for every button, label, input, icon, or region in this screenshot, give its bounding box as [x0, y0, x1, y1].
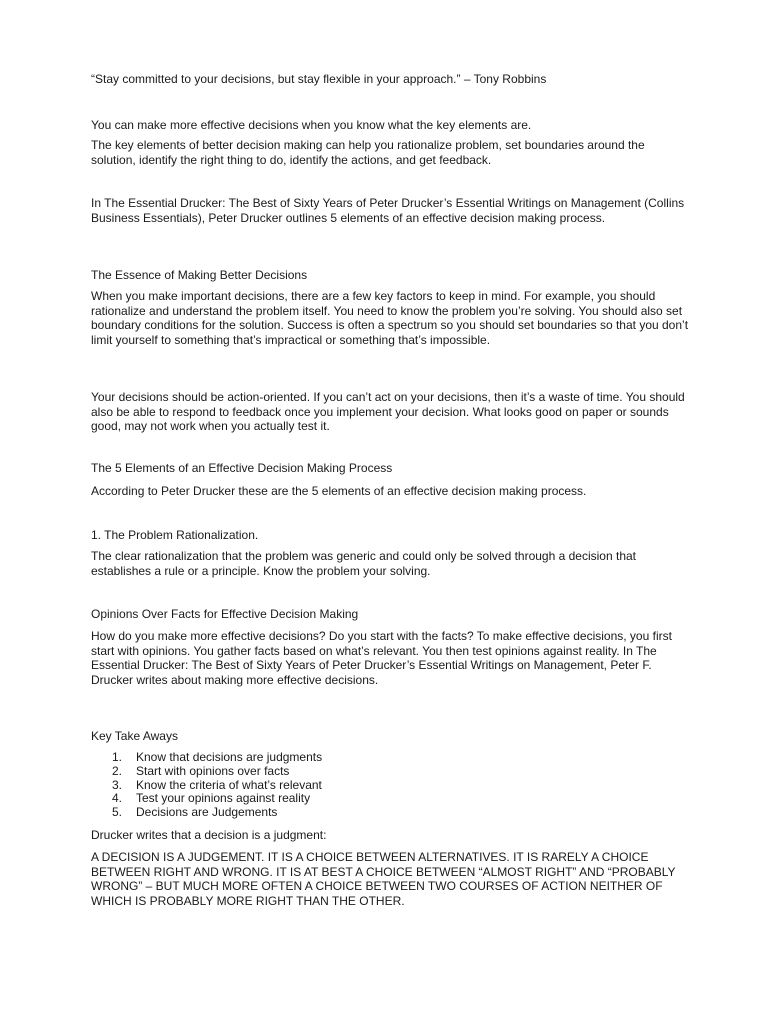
essence-paragraph-2: Your decisions should be action-oriented. If you can’t act on your decisions, then it’s a waste of time. You should also be able to respond to feedback once you implement your decision. What looks good on paper or sounds good, may not work when you actually test it. — [91, 390, 685, 433]
intro-paragraph: You can make more effective decisions when you know what the key elements are. — [91, 118, 532, 132]
list-item — [112, 806, 672, 820]
list-item — [112, 779, 672, 793]
list-item-text: Test your opinions against reality — [136, 791, 311, 806]
takeaways-list — [112, 751, 672, 820]
opinions-paragraph: How do you make more effective decisions? Do you start with the facts? To make effective decisions, you first start with opinions. You gather facts based on what’s relevant. You then test opinions against reality. In The Essential Drucker: The Best of Sixty Years of Peter Drucker’s Essential Writings on Management, Peter F. Drucker writes about making more effective decisions. — [91, 629, 672, 687]
list-item-number: 2. — [112, 763, 123, 778]
list-item-text: Start with opinions over facts — [136, 763, 290, 778]
opening-quote: “Stay committed to your decisions, but stay flexible in your approach.” – Tony Robbins — [91, 72, 547, 86]
drucker-intro-paragraph: In The Essential Drucker: The Best of Sixty Years of Peter Drucker’s Essential Writings on Management (Collins Business Essentials), Peter Drucker outlines 5 elements of an effective decision making process. — [91, 196, 685, 225]
list-item-number: 1. — [112, 750, 123, 764]
list-item-text: Decisions are Judgements — [136, 805, 278, 820]
five-elements-heading: The 5 Elements of an Effective Decision Making Process — [91, 461, 393, 475]
key-elements-paragraph: The key elements of better decision making can help you rationalize problem, set boundaries around the solution, identify the right thing to do, identify the actions, and get feedback. — [91, 138, 645, 167]
list-item-number: 4. — [112, 791, 123, 806]
list-item-number: 3. — [112, 777, 123, 792]
list-item-text: Know the criteria of what’s relevant — [136, 777, 322, 792]
list-item — [112, 751, 672, 765]
five-elements-intro: According to Peter Drucker these are the 5 elements of an effective decision making process. — [91, 484, 587, 498]
list-item-text: Know that decisions are judgments — [136, 750, 323, 764]
element-1-heading: 1. The Problem Rationalization. — [91, 528, 259, 542]
judgment-intro: Drucker writes that a decision is a judgment: — [91, 828, 327, 842]
list-item-number: 5. — [112, 805, 123, 820]
opinions-heading: Opinions Over Facts for Effective Decision Making — [91, 607, 359, 621]
judgment-quote: A DECISION IS A JUDGEMENT. IT IS A CHOICE BETWEEN ALTERNATIVES. IT IS RARELY A CHOICE BETWEEN RIGHT AND WRONG. IT IS AT BEST A CHOICE BETWEEN “ALMOST RIGHT” AND “PROBABLY WRONG” – BUT MUCH MORE OFTEN A CHOICE BETWEEN TWO COURSES OF ACTION NEITHER OF WHICH IS PROBABLY MORE RIGHT THAN THE OTHER. — [91, 850, 676, 908]
essence-heading: The Essence of Making Better Decisions — [91, 268, 308, 282]
essence-paragraph-1: When you make important decisions, there are a few key factors to keep in mind. For example, you should rationalize and understand the problem itself. You need to know the problem you’re solving. You should also set boundary conditions for the solution. Success is often a spectrum so you should set boundaries so that you don’t limit yourself to something that’s impractical or something that’s impossible. — [91, 289, 689, 347]
list-item — [112, 792, 672, 806]
element-1-body: The clear rationalization that the problem was generic and could only be solved through a decision that establishes a rule or a principle. Know the problem your solving. — [91, 549, 636, 578]
list-item — [112, 765, 672, 779]
takeaways-heading: Key Take Aways — [91, 729, 178, 743]
